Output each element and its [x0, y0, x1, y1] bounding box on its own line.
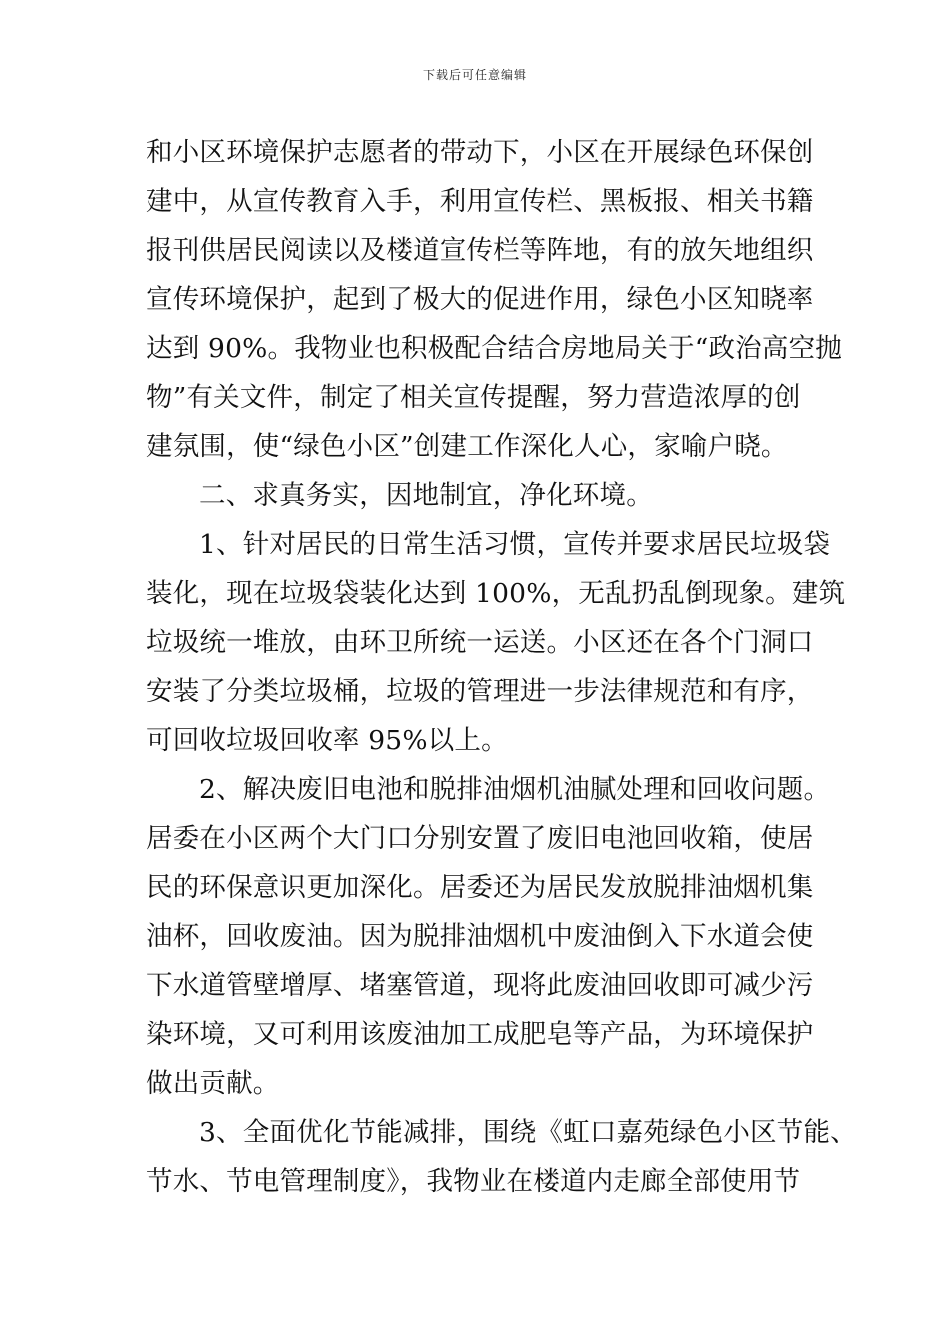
text-line: 油杯，回收废油。因为脱排油烟机中废油倒入下水道会使 [146, 921, 814, 952]
page-header: 下载后可任意编辑 [422, 68, 527, 82]
paragraph-start: 2、解决废旧电池和脱排油烟机油腻处理和回收问题。 [199, 774, 831, 805]
text-line: 节水、节电管理制度》，我物业在楼道内走廊全部使用节 [146, 1166, 801, 1197]
text-line: 建氛围，使“绿色小区”创建工作深化人心，家喻户晓。 [146, 431, 788, 462]
text-line: 做出贡献。 [146, 1068, 280, 1099]
text-line: 民的环保意识更加深化。居委还为居民发放脱排油烟机集 [146, 872, 814, 903]
text-line: 装化，现在垃圾袋装化达到 100%，无乱扔乱倒现象。建筑 [146, 578, 846, 609]
section-heading: 二、求真务实，因地制宜，净化环境。 [199, 480, 653, 511]
text-line: 垃圾统一堆放，由环卫所统一运送。小区还在各个门洞口 [146, 627, 814, 658]
text-line: 可回收垃圾回收率 95%以上。 [146, 725, 508, 756]
text-line: 建中，从宣传教育入手，利用宣传栏、黑板报、相关书籍 [146, 186, 814, 217]
text-line: 宣传环境保护，起到了极大的促进作用，绿色小区知晓率 [146, 284, 814, 315]
text-line: 和小区环境保护志愿者的带动下，小区在开展绿色环保创 [146, 137, 814, 168]
text-line: 物”有关文件，制定了相关宣传提醒，努力营造浓厚的创 [146, 382, 801, 413]
paragraph-start: 3、全面优化节能减排，围绕《虹口嘉苑绿色小区节能、 [199, 1117, 857, 1148]
document-body [146, 128, 857, 1206]
text-line: 安装了分类垃圾桶，垃圾的管理进一步法律规范和有序， [146, 676, 814, 707]
text-line: 达到 90%。我物业也积极配合结合房地局关于“政治高空抛 [146, 333, 842, 364]
text-line: 染环境，又可利用该废油加工成肥皂等产品，为环境保护 [146, 1019, 814, 1050]
text-line: 报刊供居民阅读以及楼道宣传栏等阵地，有的放矢地组织 [146, 235, 814, 266]
text-line: 居委在小区两个大门口分别安置了废旧电池回收箱，使居 [146, 823, 814, 854]
paragraph-start: 1、针对居民的日常生活习惯，宣传并要求居民垃圾袋 [199, 529, 831, 560]
text-line: 下水道管壁增厚、堵塞管道，现将此废油回收即可减少污 [146, 970, 814, 1001]
